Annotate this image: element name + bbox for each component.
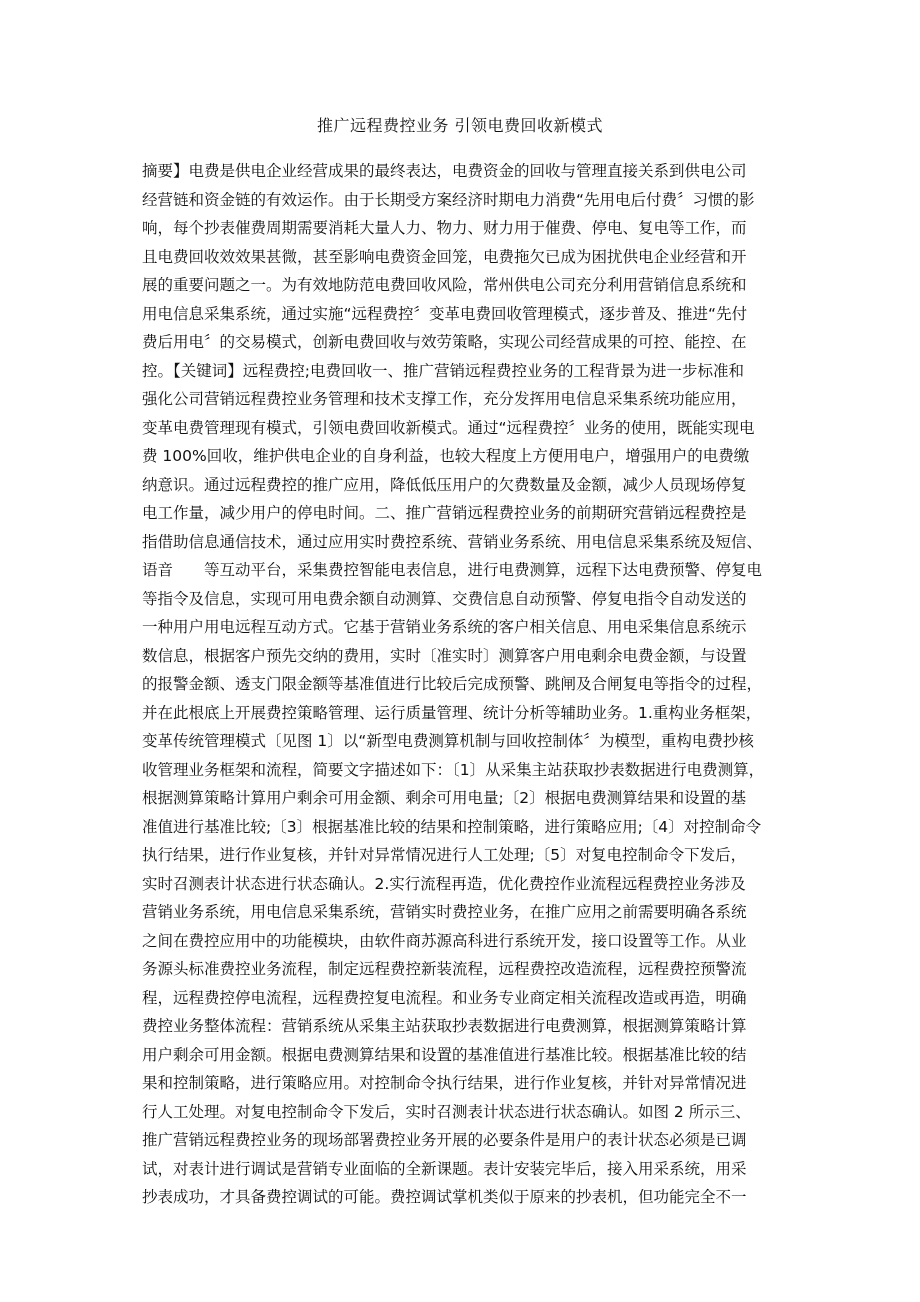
body-line: 收管理业务框架和流程，简要文字描述如下：〔1〕从采集主站获取抄表数据进行电费测算， (142, 760, 765, 779)
body-line: 纳意识。通过远程费控的推广应用，降低低压用户的欠费数量及金额，减少人员现场停复 (142, 475, 747, 494)
body-line: 根据测算策略计算用户剩余可用金额、剩余可用电量;〔2〕根据电费测算结果和设置的基 (142, 789, 747, 807)
body-line: 执行结果，进行作业复核，并针对异常情况进行人工处理;〔5〕对复电控制命令下发后， (142, 846, 747, 864)
body-line: 用电信息采集系统，通过实施“远程费控〞变革电费回收管理模式，逐步普及、推进“先付 (142, 304, 748, 323)
body-line: 抄表成功，才具备费控调试的可能。费控调试掌机类似于原来的抄表机，但功能完全不一 (142, 1188, 747, 1206)
body-line: 控。【关键词】远程费控;电费回收一、推广营销远程费控业务的工程背景为进一步标准和 (142, 361, 744, 380)
document-title: 推广远程费控业务 引领电费回收新模式 (316, 116, 604, 135)
body-line: 费 100%回收，维护供电企业的自身利益，也较大程度上方便用电户，增强用户的电费缴 (142, 447, 750, 465)
body-line: 数信息，根据客户预先交纳的费用，实时〔准实时〕测算客户用电剩余电费金额，与设置 (142, 646, 747, 665)
body-line: 试，对表计进行调试是营销专业面临的全新课题。表计安装完毕后，接入用采系统，用采 (142, 1159, 747, 1178)
body-line: 之间在费控应用中的功能模块，由软件商苏源高科进行系统开发，接口设置等工作。从业 (142, 931, 747, 950)
body-line: 并在此根底上开展费控策略管理、运行质量管理、统计分析等辅助业务。1.重构业务框架， (142, 703, 762, 722)
body-line: 指借助信息通信技术，通过应用实时费控系统、营销业务系统、用电信息采集系统及短信、 (142, 532, 763, 551)
body-line: 准值进行基准比较;〔3〕根据基准比较的结果和控制策略，进行策略应用;〔4〕对控制命令 (142, 817, 762, 836)
body-line: 营销业务系统，用电信息采集系统，营销实时费控业务，在推广应用之前需要明确各系统 (142, 903, 747, 921)
body-line: 推广营销远程费控业务的现场部署费控业务开展的必要条件是用户的表计状态必须是已调 (142, 1131, 747, 1149)
body-line: 费控业务整体流程：营销系统从采集主站获取抄表数据进行电费测算，根据测算策略计算 (142, 1017, 747, 1035)
body-line: 展的重要问题之一。为有效地防范电费回收风险，常州供电公司充分利用营销信息系统和 (142, 276, 747, 294)
body-line: 语音 等互动平台，采集费控智能电表信息，进行电费测算，远程下达电费预警、停复电 (142, 561, 763, 579)
body-line: 果和控制策略，进行策略应用。对控制命令执行结果，进行作业复核，并针对异常情况进 (142, 1074, 747, 1092)
body-line: 实时召测表计状态进行状态确认。2.实行流程再造，优化费控作业流程远程费控业务涉及 (142, 874, 746, 893)
body-line: 等指令及信息，实现可用电费余额自动测算、交费信息自动预警、停复电指令自动发送的 (142, 589, 747, 608)
body-line: 一种用户用电远程互动方式。它基于营销业务系统的客户相关信息、用电采集信息系统示 (142, 618, 747, 636)
body-line: 用户剩余可用金额。根据电费测算结果和设置的基准值进行基准比较。根据基准比较的结 (142, 1045, 747, 1064)
body-line: 且电费回收效效果甚微，甚至影响电费资金回笼，电费拖欠已成为困扰供电企业经营和开 (142, 247, 747, 266)
body-line: 响，每个抄表催费周期需要消耗大量人力、物力、财力用于催费、停电、复电等工作，而 (142, 219, 747, 237)
body-line: 摘要】电费是供电企业经营成果的最终表达，电费资金的回收与管理直接关系到供电公司 (142, 162, 747, 180)
body-line: 行人工处理。对复电控制命令下发后，实时召测表计状态进行状态确认。如图 2 所示三、 (142, 1102, 751, 1121)
body-line: 强化公司营销远程费控业务管理和技术支撑工作，充分发挥用电信息采集系统功能应用， (142, 390, 747, 408)
body-line: 电工作量，减少用户的停电时间。二、推广营销远程费控业务的前期研究营销远程费控是 (142, 504, 747, 522)
body-line: 的报警金额、透支门限金额等基准值进行比较后完成预警、跳闸及合闸复电等指令的过程， (142, 675, 763, 693)
body-line: 费后用电〞的交易模式，创新电费回收与效劳策略，实现公司经营成果的可控、能控、在 (142, 333, 747, 351)
document-body (142, 157, 782, 1212)
body-line: 变革电费管理现有模式，引领电费回收新模式。通过“远程费控〞业务的使用，既能实现电 (142, 418, 755, 437)
body-line: 务源头标准费控业务流程，制定远程费控新装流程，远程费控改造流程，远程费控预警流 (142, 960, 747, 978)
body-line: 程，远程费控停电流程，远程费控复电流程。和业务专业商定相关流程改造或再造，明确 (142, 988, 747, 1007)
body-line: 变革传统管理模式〔见图 1〕以“新型电费测算机制与回收控制体〞为模型，重构电费抄核 (142, 732, 754, 750)
body-line: 经营链和资金链的有效运作。由于长期受方案经济时期电力消费“先用电后付费〞习惯的影 (142, 190, 755, 209)
